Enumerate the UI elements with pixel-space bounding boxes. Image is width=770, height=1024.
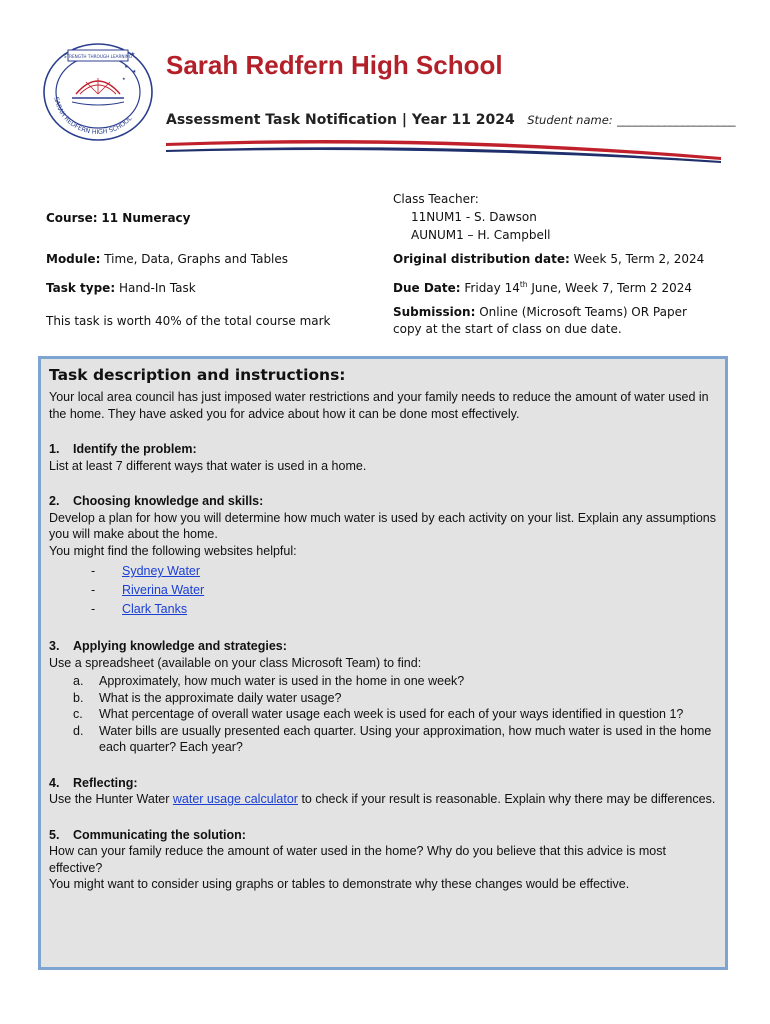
original-distribution-value: Week 5, Term 2, 2024 xyxy=(573,252,705,266)
course-value: 11 Numeracy xyxy=(101,211,191,225)
section-number: 2. xyxy=(49,494,60,508)
section-body: How can your family reduce the amount of water used in the home? Why do you believe that this advice is most effective? xyxy=(49,844,666,875)
section-body: You might want to consider using graphs or tables to demonstrate why these changes would be effective. xyxy=(49,877,630,891)
module-value: Time, Data, Graphs and Tables xyxy=(104,252,289,266)
item-text: What is the approximate daily water usage? xyxy=(99,690,342,705)
list-item xyxy=(49,723,717,756)
school-name: Sarah Redfern High School xyxy=(166,50,503,80)
section-title-text: Choosing knowledge and skills: xyxy=(73,494,264,508)
item-text: Water bills are usually presented each quarter. Using your approximation, how much water is used in the home each quarter? Each year? xyxy=(99,723,712,754)
section-applying-knowledge xyxy=(49,638,717,756)
list-item xyxy=(49,581,717,600)
section-title-text: Reflecting: xyxy=(73,775,138,790)
task-type-value: Hand-In Task xyxy=(118,281,196,295)
notification-title: Assessment Task Notification | Year 11 2024 xyxy=(166,112,515,128)
section-title xyxy=(49,827,717,844)
websites-intro: You might find the following websites helpful: xyxy=(49,543,297,558)
item-letter: c. xyxy=(73,707,83,721)
svg-text:★: ★ xyxy=(130,52,136,58)
due-date-sup: th xyxy=(519,280,528,289)
website-links xyxy=(49,562,717,619)
section-number: 1. xyxy=(49,442,60,456)
section-communicating xyxy=(49,827,717,893)
task-type-field xyxy=(46,279,196,297)
svg-text:★: ★ xyxy=(122,76,126,81)
item-letter: b. xyxy=(73,690,84,705)
task-weight: This task is worth 40% of the total course mark xyxy=(46,314,331,328)
item-text: What percentage of overall water usage each week is used for each of your ways identified in question 1? xyxy=(99,707,684,721)
submission-line-2: copy at the start of class on due date. xyxy=(393,322,622,336)
section-identify-problem xyxy=(49,441,717,474)
item-letter: d. xyxy=(73,723,84,738)
link-water-usage-calculator[interactable]: water usage calculator xyxy=(172,792,298,806)
student-name-blank: ____________________ xyxy=(617,115,736,127)
original-distribution-field xyxy=(393,250,704,268)
section-title-text: Communicating the solution: xyxy=(73,827,246,842)
teacher-2: AUNUM1 – H. Campbell xyxy=(411,228,551,242)
due-date-field xyxy=(393,279,692,297)
student-name-label: Student name: xyxy=(527,113,613,127)
body-text: to check if your result is reasonable. Explain why there may be differences. xyxy=(297,792,716,806)
item-text: Approximately, how much water is used in the home in one week? xyxy=(99,674,465,688)
section-title-text: Identify the problem: xyxy=(73,442,197,456)
submission-label: Submission: xyxy=(393,305,476,319)
submission-field xyxy=(393,303,687,321)
teacher-1: 11NUM1 - S. Dawson xyxy=(411,210,537,224)
section-title xyxy=(49,493,717,510)
due-date-label: Due Date: xyxy=(393,281,461,295)
task-type-label: Task type: xyxy=(46,281,116,295)
svg-text:★: ★ xyxy=(132,69,137,75)
list-dash: - xyxy=(91,583,96,597)
notification-line xyxy=(166,111,735,129)
logo-ring-text: SARAH REDFERN HIGH SCHOOL xyxy=(52,96,134,137)
module-field xyxy=(46,250,288,268)
original-distribution-label: Original distribution date: xyxy=(393,252,570,266)
list-item xyxy=(49,673,717,690)
list-dash: - xyxy=(91,602,96,616)
list-item xyxy=(49,562,717,581)
link-riverina-water[interactable]: Riverina Water xyxy=(122,583,205,597)
list-item xyxy=(49,690,717,707)
list-item xyxy=(49,706,717,723)
submission-line-1: Online (Microsoft Teams) OR Paper xyxy=(479,305,687,319)
logo-motto: STRENGTH THROUGH LEARNING xyxy=(63,54,133,59)
body-text: Use the Hunter Water xyxy=(49,792,173,806)
section-title xyxy=(49,775,717,792)
school-logo xyxy=(42,42,154,142)
section-number: 5. xyxy=(49,827,60,842)
link-clark-tanks[interactable]: Clark Tanks xyxy=(122,602,188,616)
section-body: Use a spreadsheet (available on your class Microsoft Team) to find: xyxy=(49,655,422,670)
section-number: 3. xyxy=(49,639,60,653)
section-body: Develop a plan for how you will determine how much water is used by each activity on your list. Explain any assumptions you will make about the home. xyxy=(49,510,716,541)
course-label: Course: xyxy=(46,211,98,225)
section-body: List at least 7 different ways that water is used in a home. xyxy=(49,458,367,473)
class-teacher-label: Class Teacher: xyxy=(393,192,479,206)
section-choosing-knowledge xyxy=(49,493,717,619)
task-heading: Task description and instructions: xyxy=(49,366,346,384)
section-title-text: Applying knowledge and strategies: xyxy=(73,639,287,653)
list-dash: - xyxy=(91,564,96,578)
section-reflecting xyxy=(49,775,717,808)
section-title xyxy=(49,638,717,655)
task-intro: Your local area council has just imposed water restrictions and your family needs to reduce the amount of water used in the home. They have asked you for advice about how it can be done most effectively. xyxy=(49,390,709,421)
due-date-pre: Friday 14 xyxy=(464,281,520,295)
question-list xyxy=(49,673,717,756)
course-field xyxy=(46,209,190,227)
due-date-post: June, Week 7, Term 2 2024 xyxy=(531,281,692,295)
task-description-box xyxy=(38,356,728,970)
list-item xyxy=(49,600,717,619)
header-swoosh xyxy=(166,135,721,165)
svg-text:★: ★ xyxy=(124,64,129,70)
link-sydney-water[interactable]: Sydney Water xyxy=(122,564,201,578)
section-body xyxy=(49,791,717,808)
item-letter: a. xyxy=(73,674,84,688)
section-title xyxy=(49,441,717,458)
module-label: Module: xyxy=(46,252,101,266)
section-number: 4. xyxy=(49,775,60,790)
